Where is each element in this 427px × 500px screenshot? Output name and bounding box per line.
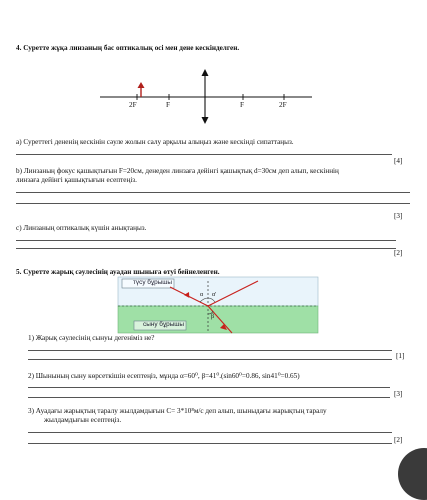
part-c-mark: [2]	[394, 249, 403, 257]
answer-line-q3b	[28, 443, 392, 444]
task4-part-c: c) Линзаның оптикалық күшін анықтаңыз.	[16, 224, 147, 232]
refraction-angle-label: сыну бұрышы	[143, 321, 185, 328]
task4-part-b-line1: b) Линзаның фокус қашықтығын F=20см, денеден линзаға дейінгі қашықтық d=30см деп алып, кескіннің	[16, 167, 339, 175]
answer-line-q1a	[28, 350, 392, 351]
q1-mark: [1]	[396, 352, 405, 360]
task5-q1: 1) Жарық сәулесінің сынуы дегеніміз не?	[28, 334, 155, 342]
answer-line-q2a	[28, 387, 390, 388]
axis-label-f-right: F	[240, 101, 244, 109]
axis-label-f-left: F	[166, 101, 170, 109]
part-a-mark: [4]	[394, 157, 403, 165]
task4-part-a: а) Суреттегі дененің кескінін сәуле жолын салу арқылы алыңыз және кескінді сипаттаңыз.	[16, 138, 294, 146]
task5-heading: 5. Суретте жарық сәулесінің ауадан шыныға өтуі бейнеленген.	[16, 268, 220, 276]
part-b-mark: [3]	[394, 212, 403, 220]
task5-q2: 2) Шынының сыну көрсеткішін есептеңіз, мұнда α=60⁰, β=41⁰.(sin60⁰=0.86, sin41⁰=0.65)	[28, 372, 300, 380]
task4-heading: 4. Суретте жұқа линзаның бас оптикалық осі мен дене кескінделген.	[16, 44, 240, 52]
q2-mark: [3]	[394, 390, 403, 398]
answer-line-q3a	[28, 432, 392, 433]
axis-label-2f-right: 2F	[279, 101, 287, 109]
axis-label-2f-left: 2F	[129, 101, 137, 109]
angle-beta-label: β	[211, 314, 215, 320]
task4-part-b-line2: линзаға дейінгі қашықтығын есептеңіз.	[16, 176, 137, 184]
answer-line-q2b	[28, 397, 390, 398]
angle-alpha2-label: α'	[212, 292, 217, 298]
incident-angle-label: түсу бұрышы	[133, 279, 173, 286]
answer-line-q1b	[28, 359, 392, 360]
task5-q3-line1: 3) Ауадағы жарықтың таралу жылдамдығын С= 3*10⁸м/с деп алып, шыныдағы жарықтың таралу	[28, 407, 327, 415]
q3-mark: [2]	[394, 436, 403, 444]
angle-alpha-label: α	[200, 292, 204, 298]
task5-q3-line2: жылдамдығын есептеңіз.	[44, 416, 122, 424]
